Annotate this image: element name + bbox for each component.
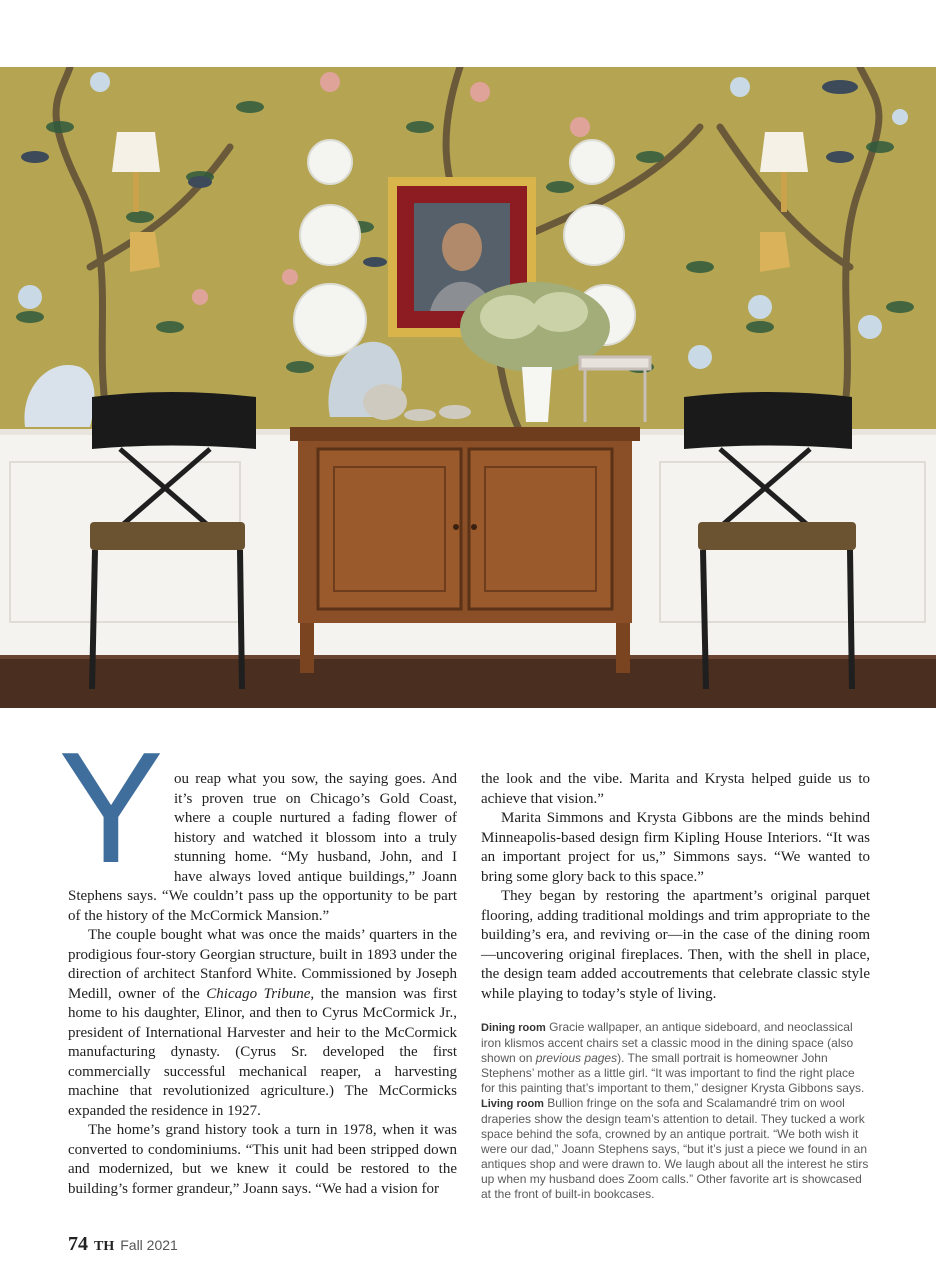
floor-icon [0, 655, 936, 708]
caption-lead-living-room: Living room [481, 1098, 544, 1110]
article-paragraph: The home’s grand history took a turn in 1978, when it was converted to condominiums. “This unit had been stripped down and modernized, but we knew it could be restored to the building’s former grandeur,” Joann says. “We had a vision for [68, 1122, 457, 1197]
dropcap-letter [56, 750, 166, 868]
article-left-column [58, 750, 457, 1199]
issue-date: Fall 2021 [120, 1237, 178, 1253]
svg-text:Y: Y [58, 750, 164, 868]
photo-caption: Dining room Gracie wallpaper, an antique sideboard, and neoclassical iron klismos accent chairs set a classic mood in the dining space (also shown on previous pages). The small portrait is homeowner John Stephens’ mother as a little girl. “It was important to find the right place for this painting that’s important to them,” designer Krysta Gibbons says. Living room Bullion fringe on the sofa and Scalamandré trim on wool draperies show the design team’s attention to detail. They tucked a work space behind the sofa, crowned by an antique portrait. “We both wish it were our dad,” Joann Stephens says, “but it’s just a piece we found in an antiques shop and were drawn to. We laugh about all the interest he stirs up when my husband does Zoom calls.” Other favorite art is showcased at the front of built-in bookcases. [481, 1020, 869, 1201]
dining-room-photo [0, 67, 936, 708]
magazine-name: TH [94, 1239, 115, 1254]
article-paragraph: The couple bought what was once the maids’ quarters in the prodigious four-story Georgian structure, built in 1893 under the direction of architect Stanford White. Commissioned by Joseph Medill, owner of the Chicago Tribune, the mansion was first home to his daughter, Elinor, and then to Cyrus McCormick Jr., president of International Harvester and heir to the McCormick manufacturing dynasty. (Cyrus Sr. developed the first commercially successful mechanical reaper, a harvesting machine that revolutionized agriculture.) The McCormicks expanded the residence in 1927. [68, 927, 457, 1119]
article-paragraph [58, 750, 457, 926]
page-number: 74 [68, 1233, 88, 1255]
article-paragraph: Marita Simmons and Krysta Gibbons are the minds behind Minneapolis-based design firm Kipling House Interiors. “It was an important project for us,” Simmons says. “We wanted to bring some glory back to this space.” [481, 810, 870, 885]
article-paragraph: They began by restoring the apartment’s original parquet flooring, adding traditional moldings and trim appropriate to the building’s era, and reviving or—in the case of the dining room—uncovering original fireplaces. Then, with the shell in place, the design team added accoutrements that celebrate classic style while playing to today’s style of living. [481, 888, 870, 1002]
dining-room-illustration [0, 67, 936, 708]
opening-text: ou reap what you sow, the saying goes. And it’s proven true on Chicago’s Gold Coast, where a couple nurtured a fading flower of history and watched it blossom into a truly stunning home. “My husband, John, and I have always loved antique buildings,” Joann Stephens says. “We couldn’t pass up the opportunity to be part of the history of the McCormick Mansion.” [68, 771, 457, 924]
publication-name: Chicago Tribune [206, 985, 311, 1002]
article-right-column [481, 770, 870, 1202]
page-folio [68, 1233, 178, 1257]
article-paragraph: the look and the vibe. Marita and Krysta helped guide us to achieve that vision.” [481, 771, 870, 807]
caption-lead-dining-room: Dining room [481, 1022, 546, 1034]
